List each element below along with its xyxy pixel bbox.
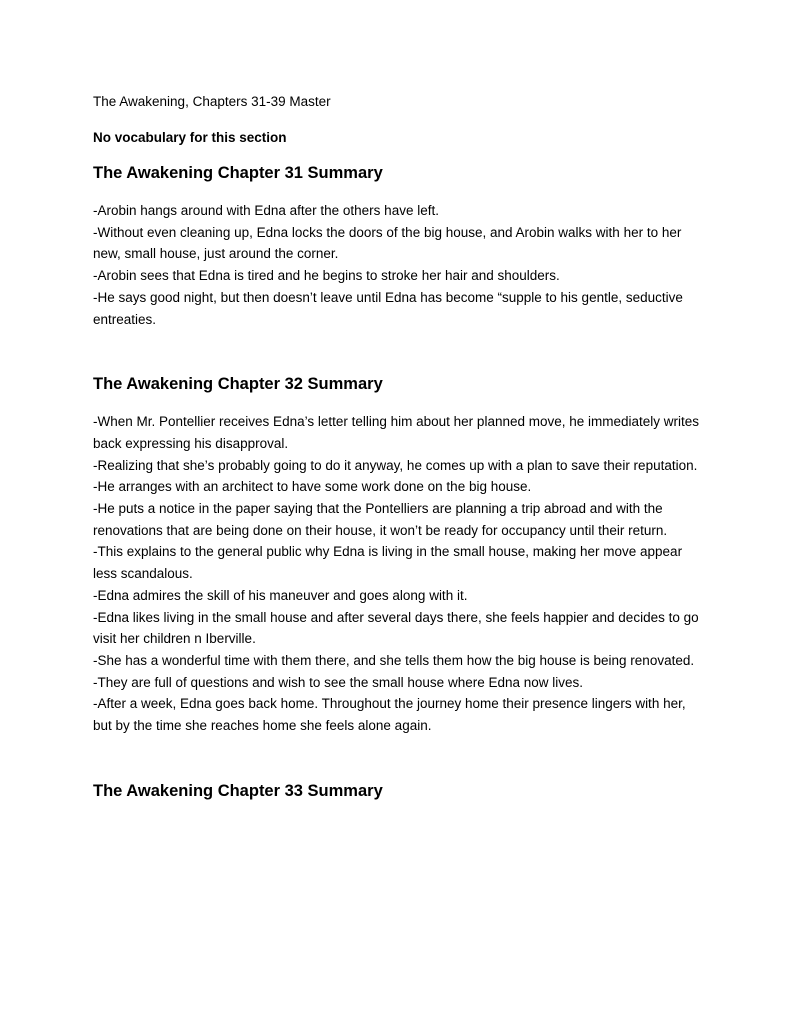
chapter-31-section	[93, 162, 703, 330]
summary-item: -Arobin sees that Edna is tired and he begins to stroke her hair and shoulders.	[93, 268, 560, 284]
summary-item: -This explains to the general public why Edna is living in the small house, making her move appear less scandalous.	[93, 544, 683, 582]
summary-item: -Arobin hangs around with Edna after the others have left.	[93, 203, 439, 218]
summary-item: -He arranges with an architect to have some work done on the big house.	[93, 479, 532, 495]
summary-item: -Without even cleaning up, Edna locks the doors of the big house, and Arobin walks with her to her new, small house, just around the corner.	[93, 224, 682, 262]
summary-item: -He puts a notice in the paper saying that the Pontelliers are planning a trip abroad and with the renovations that are being done on their house, it won’t be ready for occupancy until their return.	[93, 501, 668, 538]
summary-item: -He says good night, but then doesn’t leave until Edna has become “supple to his gentle, seductive entreaties.	[93, 289, 683, 327]
vocabulary-note: No vocabulary for this section	[93, 130, 287, 145]
chapter-32-heading: The Awakening Chapter 32 Summary	[93, 375, 383, 394]
chapter-31-heading: The Awakening Chapter 31 Summary	[93, 164, 383, 182]
summary-item: -They are full of questions and wish to see the small house where Edna now lives.	[93, 674, 584, 690]
chapter-32-summary-list	[93, 411, 703, 737]
chapter-33-section	[93, 780, 703, 802]
chapter-32-section	[93, 373, 703, 737]
summary-item: -She has a wonderful time with them there, and she tells them how the big house is being renovated.	[93, 652, 695, 668]
summary-item: -Realizing that she’s probably going to do it anyway, he comes up with a plan to save their reputation.	[93, 457, 698, 473]
summary-item: -Edna likes living in the small house and after several days there, she feels happier and decides to go visit her children n Iberville.	[93, 609, 699, 647]
summary-item: -Edna admires the skill of his maneuver and goes along with it.	[93, 587, 468, 603]
summary-item: -When Mr. Pontellier receives Edna’s letter telling him about her planned move, he immediately writes back expressing his disapproval.	[93, 414, 700, 451]
document-page	[93, 92, 703, 818]
chapter-31-summary-list	[93, 200, 703, 330]
document-title: The Awakening, Chapters 31-39 Master	[93, 94, 331, 109]
summary-item: -After a week, Edna goes back home. Throughout the journey home their presence lingers with her, but by the time she reaches home she feels alone again.	[93, 696, 686, 734]
chapter-33-heading: The Awakening Chapter 33 Summary	[93, 781, 383, 800]
